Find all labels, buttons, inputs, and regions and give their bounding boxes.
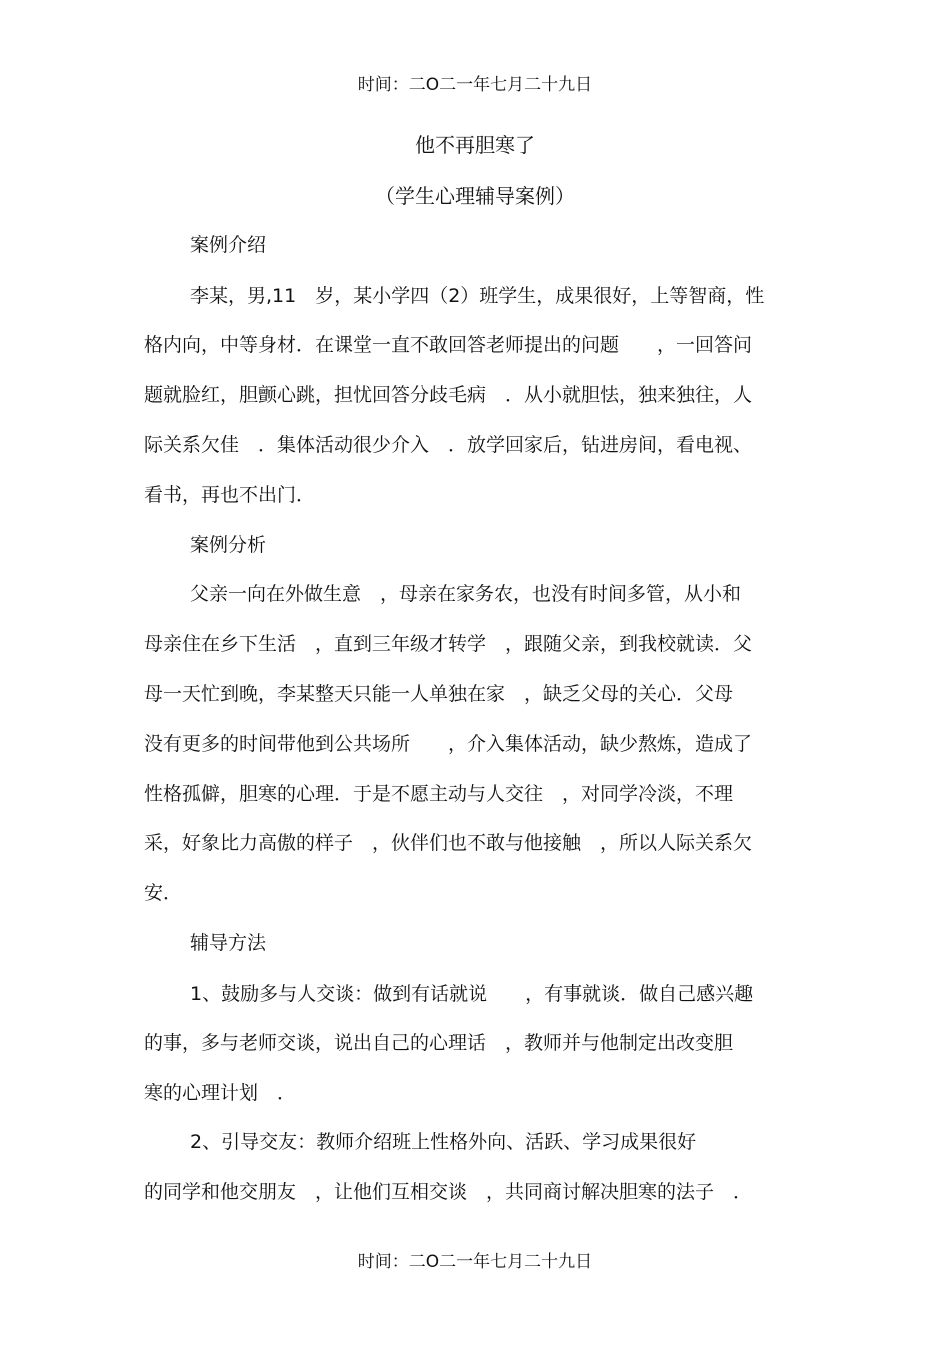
paragraph-line: 的同学和他交朋友 ，让他们互相交谈 ，共同商讨解决胆寒的法子 ．: [144, 1181, 753, 1203]
paragraph-line: 1、鼓励多与人交谈：做到有话就说 ，有事就谈．做自己感兴趣: [190, 983, 754, 1005]
paragraph-line: 李某，男,11 岁，某小学四（2）班学生，成果很好，上等智商，性: [190, 285, 765, 307]
section-heading-analysis: 案例分析: [190, 534, 267, 556]
section-heading-intro: 案例介绍: [190, 234, 267, 256]
paragraph-line: 2、引导交友：教师介绍班上性格外向、活跃、学习成果很好: [190, 1131, 697, 1153]
paragraph-line: 母亲住在乡下生活 ，直到三年级才转学 ，跟随父亲，到我校就读．父: [144, 633, 753, 655]
paragraph-line: 没有更多的时间带他到公共场所 ，介入集体活动，缺少熬炼，造成了: [144, 733, 753, 755]
paragraph-line: 看书，再也不出门．: [144, 484, 316, 506]
document-title: 他不再胆寒了: [415, 133, 535, 157]
paragraph-line: 性格孤僻，胆寒的心理．于是不愿主动与人交往 ，对同学冷淡，不理: [144, 783, 734, 805]
section-heading-method: 辅导方法: [190, 932, 267, 954]
paragraph-line: 父亲一向在外做生意 ，母亲在家务农，也没有时间多管，从小和: [190, 583, 742, 605]
paragraph-line: 际关系欠佳 ．集体活动很少介入 ．放学回家后，钻进房间，看电视、: [144, 434, 753, 456]
paragraph-line: 寒的心理计划 ．: [144, 1082, 297, 1104]
paragraph-line: 采，好象比力高傲的样子 ，伙伴们也不敢与他接触 ，所以人际关系欠: [144, 832, 753, 854]
paragraph-line: 题就脸红，胆颤心跳，担忧回答分歧毛病 ．从小就胆怯，独来独往，人: [144, 384, 753, 406]
paragraph-line: 母一天忙到晚，李某整天只能一人单独在家 ，缺乏父母的关心．父母: [144, 683, 734, 705]
document-subtitle: （学生心理辅导案例）: [375, 184, 575, 208]
page-footer-date: 时间：二O二一年七月二十九日: [357, 1252, 593, 1272]
page-header-date: 时间：二O二一年七月二十九日: [357, 75, 593, 95]
paragraph-line: 的事，多与老师交谈，说出自己的心理话 ，教师并与他制定出改变胆: [144, 1032, 734, 1054]
paragraph-line: 格内向，中等身材．在课堂一直不敢回答老师提出的问题 ，一回答问: [144, 334, 753, 356]
paragraph-line: 安．: [144, 882, 183, 904]
